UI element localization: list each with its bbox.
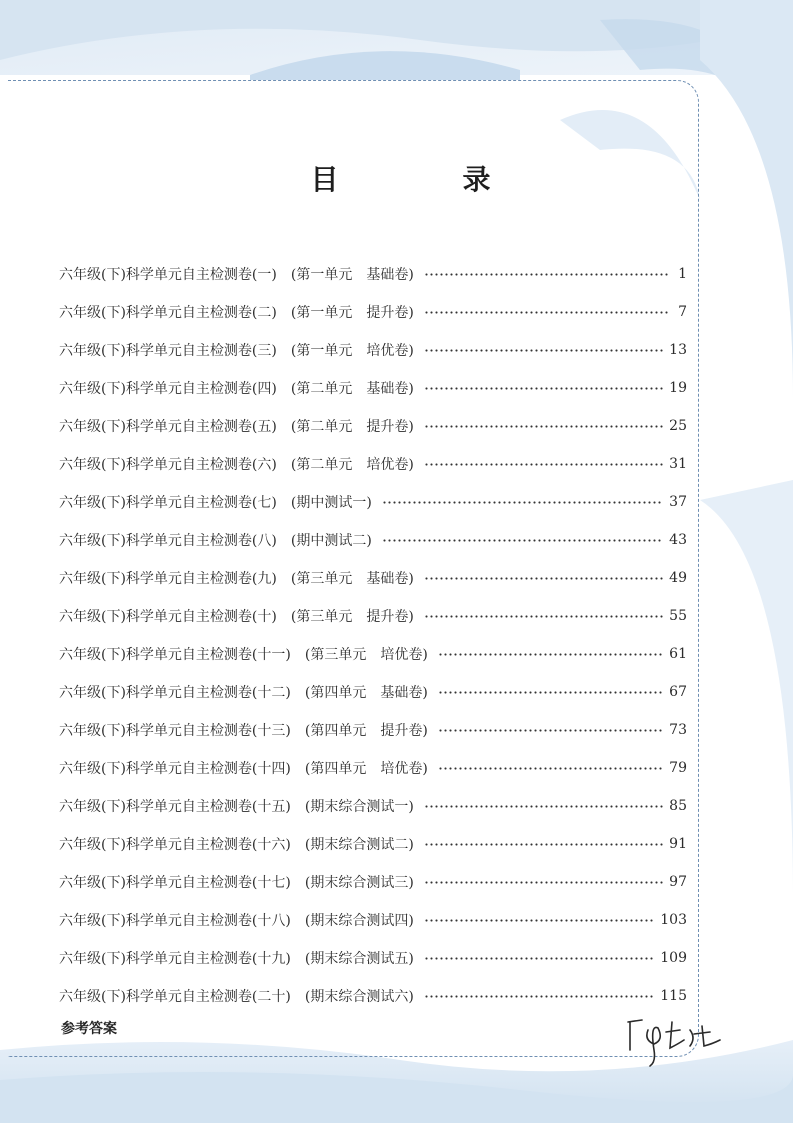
toc-entry[interactable] [59, 939, 687, 977]
toc-entry-unit: (期末综合测试四) [304, 913, 414, 929]
toc-entry-unit: (期末综合测试一) [304, 799, 414, 815]
dot-leader [424, 615, 663, 618]
toc-entry-page: 19 [669, 380, 687, 396]
toc-entry-unit: (第三单元 基础卷) [290, 571, 414, 587]
handwritten-signature [620, 1010, 740, 1070]
dot-leader [424, 805, 663, 808]
toc-entry-unit: (期末综合测试二) [304, 837, 414, 853]
table-of-contents [59, 255, 687, 1015]
toc-entry-title: 六年级(下)科学单元自主检测卷(二十) [59, 989, 291, 1005]
toc-entry-page: 73 [669, 722, 687, 738]
toc-entry[interactable] [59, 255, 687, 293]
answer-key-label: 参考答案 [61, 1021, 117, 1037]
toc-entry-unit: (第四单元 提升卷) [304, 723, 428, 739]
toc-entry-title: 六年级(下)科学单元自主检测卷(十六) [59, 837, 291, 853]
toc-entry-title: 六年级(下)科学单元自主检测卷(九) [59, 571, 277, 587]
toc-entry-title: 六年级(下)科学单元自主检测卷(一) [59, 267, 277, 283]
toc-entry-page: 55 [669, 608, 687, 624]
toc-entry-title: 六年级(下)科学单元自主检测卷(五) [59, 419, 277, 435]
toc-entry[interactable] [59, 977, 687, 1015]
toc-entry[interactable] [59, 787, 687, 825]
toc-entry-page: 109 [660, 950, 687, 966]
dot-leader [424, 387, 663, 390]
toc-entry-page: 67 [669, 684, 687, 700]
dot-leader [424, 311, 669, 314]
toc-entry-unit: (第二单元 培优卷) [290, 457, 414, 473]
toc-entry-unit: (第三单元 培优卷) [304, 647, 428, 663]
toc-entry-page: 49 [669, 570, 687, 586]
toc-entry-unit: (期末综合测试三) [304, 875, 414, 891]
dot-leader [438, 691, 663, 694]
toc-entry[interactable] [59, 521, 687, 559]
toc-entry-title: 六年级(下)科学单元自主检测卷(十七) [59, 875, 291, 891]
toc-entry-title: 六年级(下)科学单元自主检测卷(十一) [59, 647, 291, 663]
toc-entry-title: 六年级(下)科学单元自主检测卷(十九) [59, 951, 291, 967]
toc-entry-page: 115 [660, 988, 687, 1004]
toc-entry-page: 13 [669, 342, 687, 358]
toc-entry-title: 六年级(下)科学单元自主检测卷(十四) [59, 761, 291, 777]
toc-entry-unit: (第二单元 提升卷) [290, 419, 414, 435]
toc-entry-unit: (第一单元 培优卷) [290, 343, 414, 359]
toc-entry-page: 43 [669, 532, 687, 548]
dot-leader [424, 349, 663, 352]
toc-entry-unit: (第四单元 基础卷) [304, 685, 428, 701]
dot-leader [424, 463, 663, 466]
toc-entry-page: 25 [669, 418, 687, 434]
toc-entry[interactable] [59, 635, 687, 673]
toc-entry-page: 91 [669, 836, 687, 852]
toc-entry[interactable] [59, 901, 687, 939]
toc-entry-unit: (期中测试一) [290, 495, 372, 511]
dot-leader [424, 273, 669, 276]
toc-entry-title: 六年级(下)科学单元自主检测卷(三) [59, 343, 277, 359]
toc-entry-unit: (第四单元 培优卷) [304, 761, 428, 777]
toc-entry[interactable] [59, 483, 687, 521]
toc-entry[interactable] [59, 597, 687, 635]
toc-entry-unit: (第二单元 基础卷) [290, 381, 414, 397]
dot-leader [424, 919, 654, 922]
dot-leader [382, 539, 663, 542]
toc-entry-unit: (期末综合测试六) [304, 989, 414, 1005]
toc-entry-page: 79 [669, 760, 687, 776]
toc-entry-unit: (期中测试二) [290, 533, 372, 549]
dot-leader [438, 653, 663, 656]
toc-entry-page: 85 [669, 798, 687, 814]
toc-entry-page: 61 [669, 646, 687, 662]
dot-leader [424, 957, 654, 960]
toc-entry-unit: (第三单元 提升卷) [290, 609, 414, 625]
toc-entry-title: 六年级(下)科学单元自主检测卷(七) [59, 495, 277, 511]
toc-entry[interactable] [59, 407, 687, 445]
toc-entry-title: 六年级(下)科学单元自主检测卷(二) [59, 305, 277, 321]
toc-entry-unit: (期末综合测试五) [304, 951, 414, 967]
toc-entry[interactable] [59, 369, 687, 407]
toc-entry-title: 六年级(下)科学单元自主检测卷(十三) [59, 723, 291, 739]
toc-entry-title: 六年级(下)科学单元自主检测卷(八) [59, 533, 277, 549]
toc-entry[interactable] [59, 331, 687, 369]
toc-entry[interactable] [59, 559, 687, 597]
page-title: 目 录 [310, 163, 539, 196]
toc-entry-unit: (第一单元 基础卷) [290, 267, 414, 283]
dot-leader [424, 995, 654, 998]
dot-leader [438, 729, 663, 732]
dot-leader [424, 577, 663, 580]
toc-entry-page: 103 [660, 912, 687, 928]
toc-entry[interactable] [59, 749, 687, 787]
toc-entry-title: 六年级(下)科学单元自主检测卷(十二) [59, 685, 291, 701]
toc-entry-page: 31 [669, 456, 687, 472]
toc-entry-page: 7 [678, 304, 687, 320]
toc-entry-title: 六年级(下)科学单元自主检测卷(六) [59, 457, 277, 473]
toc-entry-title: 六年级(下)科学单元自主检测卷(十五) [59, 799, 291, 815]
toc-entry[interactable] [59, 673, 687, 711]
toc-entry[interactable] [59, 825, 687, 863]
dot-leader [382, 501, 663, 504]
toc-entry-page: 37 [669, 494, 687, 510]
dot-leader [424, 881, 663, 884]
dot-leader [424, 843, 663, 846]
toc-entry-title: 六年级(下)科学单元自主检测卷(四) [59, 381, 277, 397]
toc-entry[interactable] [59, 445, 687, 483]
toc-entry-page: 97 [669, 874, 687, 890]
toc-entry-page: 1 [678, 266, 687, 282]
dot-leader [438, 767, 663, 770]
toc-entry[interactable] [59, 293, 687, 331]
toc-entry[interactable] [59, 863, 687, 901]
toc-entry-title: 六年级(下)科学单元自主检测卷(十八) [59, 913, 291, 929]
toc-entry[interactable] [59, 711, 687, 749]
toc-entry-title: 六年级(下)科学单元自主检测卷(十) [59, 609, 277, 625]
dot-leader [424, 425, 663, 428]
toc-entry-unit: (第一单元 提升卷) [290, 305, 414, 321]
